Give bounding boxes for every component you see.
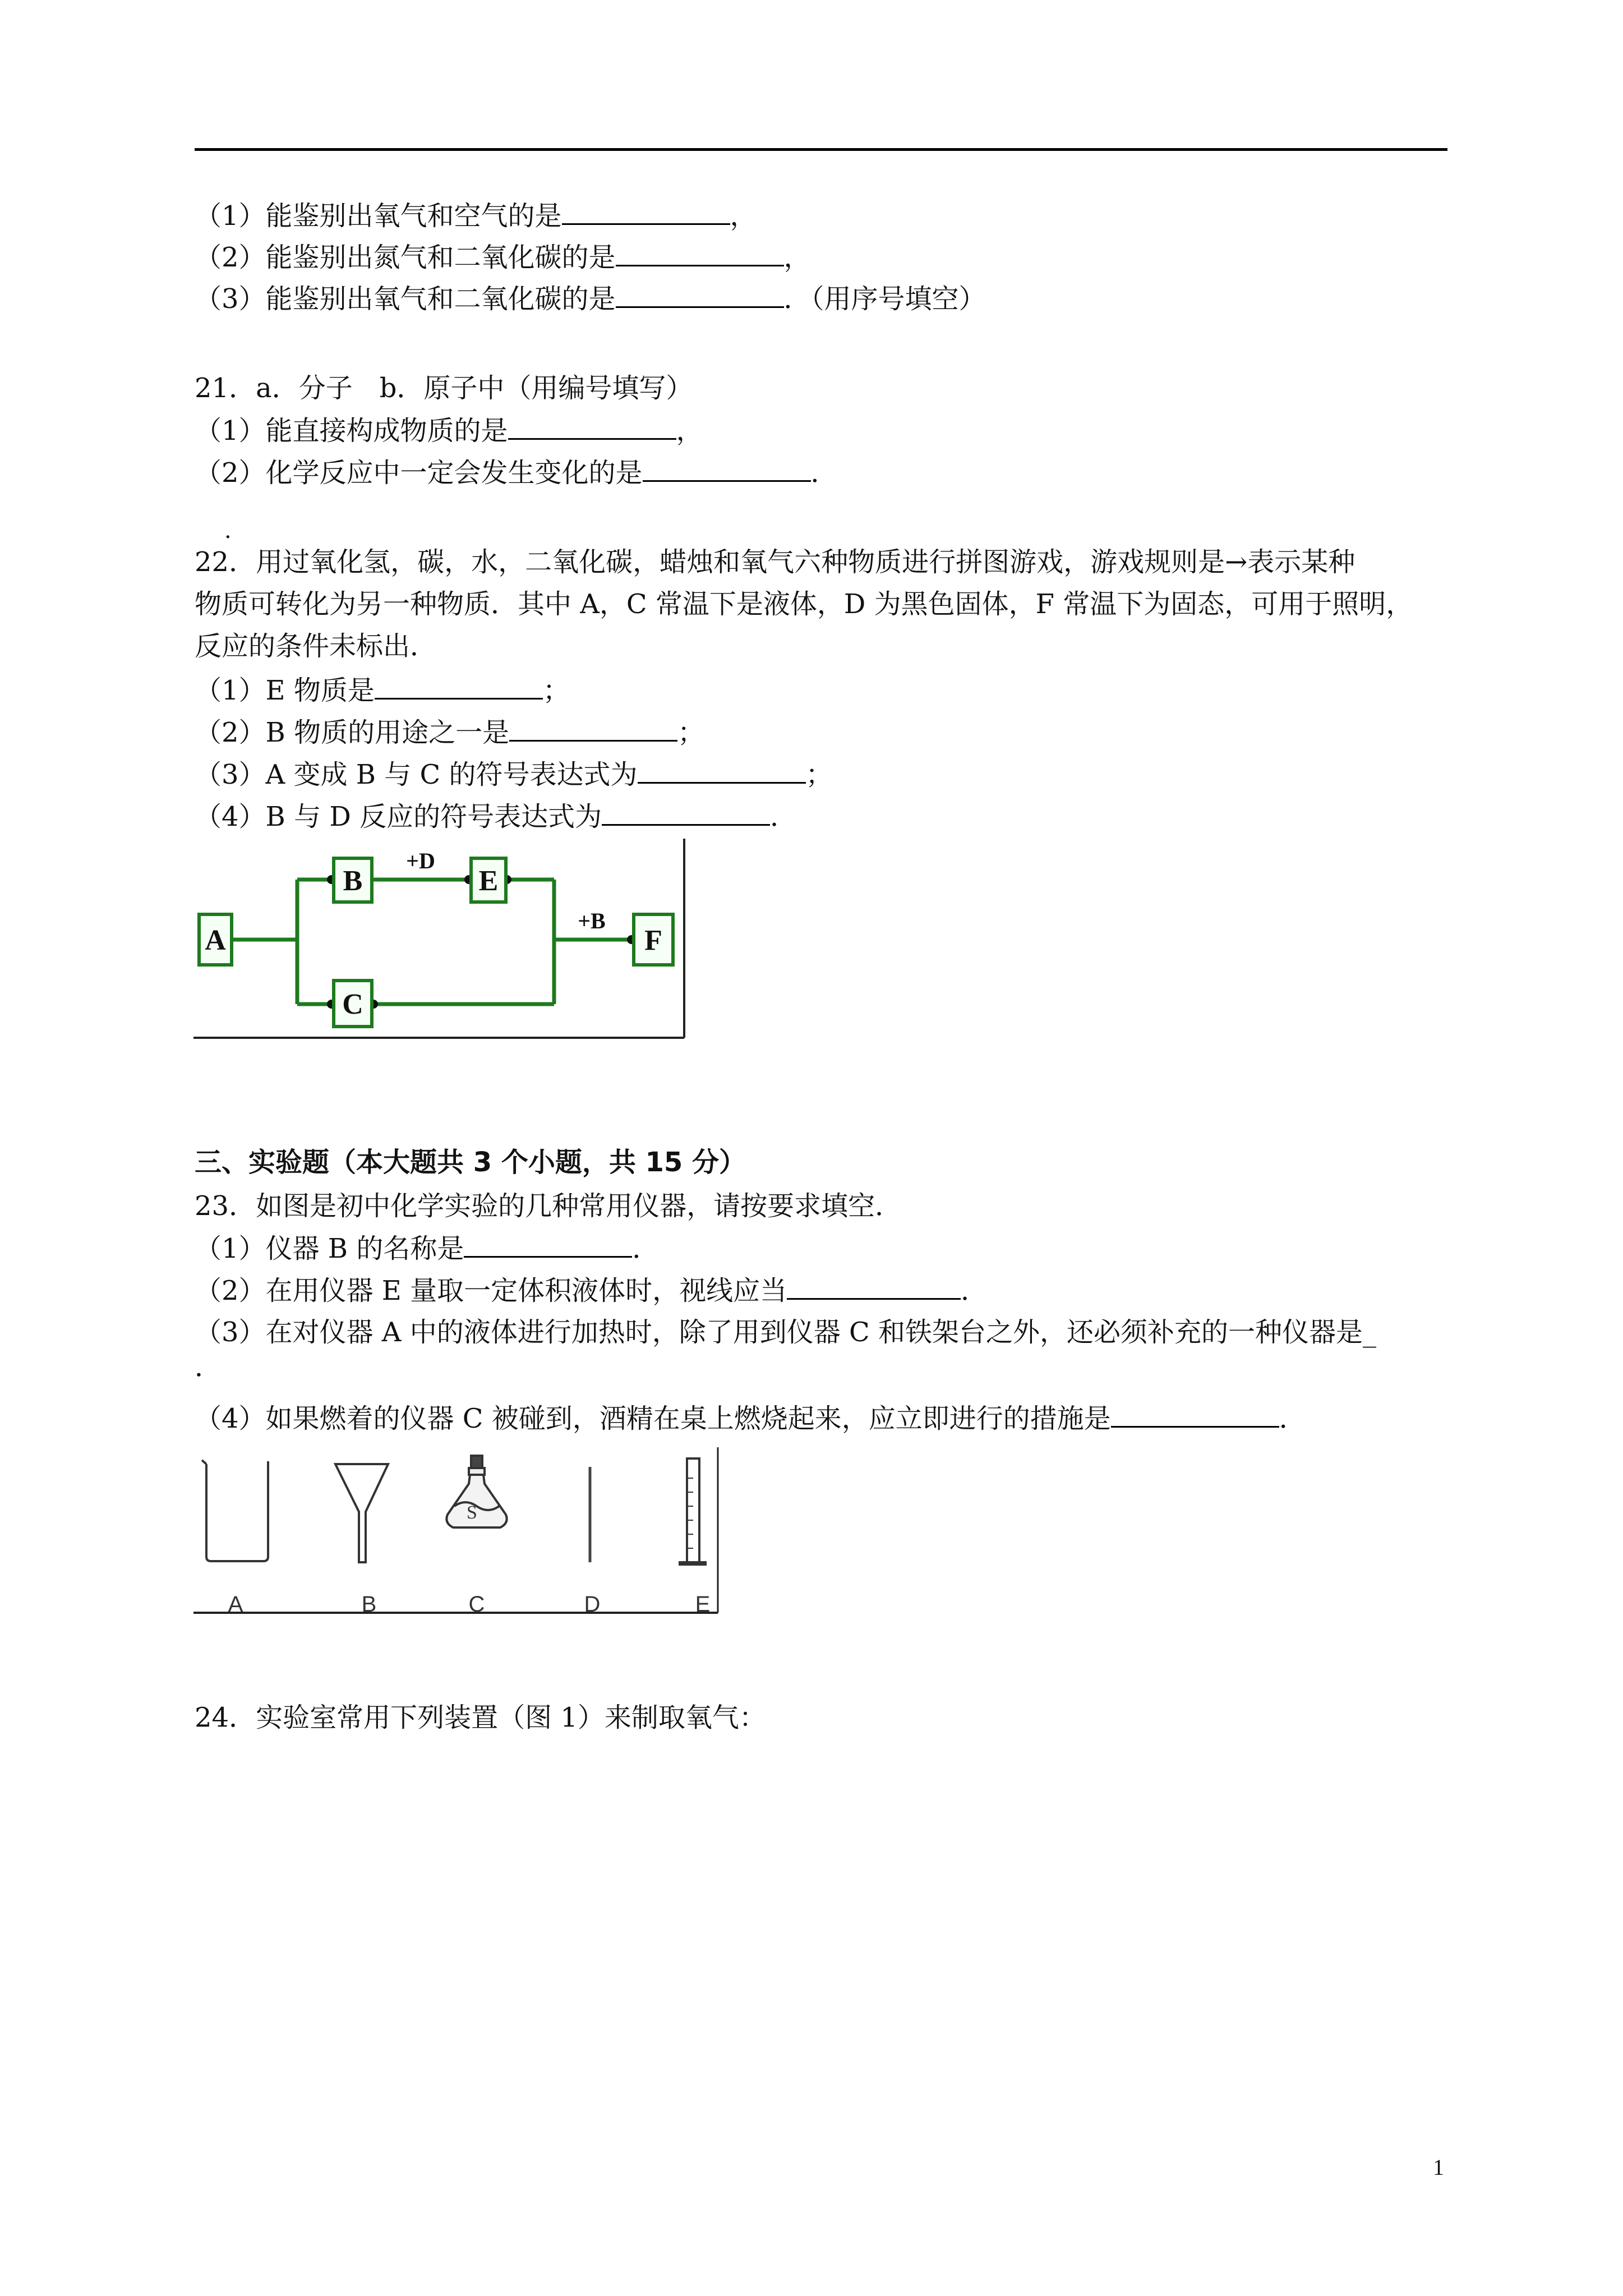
instrument-label-e: E [695, 1592, 711, 1617]
q21-part-2-end: ． [810, 457, 838, 489]
q23-part-1-text: （1）仪器 B 的名称是 [195, 1233, 464, 1264]
q23-part-1 [195, 1230, 659, 1267]
q23-part-2-text: （2）在用仪器 E 量取一定体积液体时，视线应当 [195, 1275, 787, 1306]
instrument-label-d: D [584, 1592, 601, 1617]
q23-part-2 [195, 1272, 988, 1309]
q23-part-3-cont: ． [195, 1351, 222, 1383]
edge-label-plus-b: +B [578, 908, 606, 933]
q22-part-3-end: ； [805, 759, 833, 790]
q21-part-1-text: （1）能直接构成物质的是 [195, 415, 508, 447]
q20-part-3-end: ．（用序号填空） [783, 283, 986, 315]
answer-blank[interactable] [562, 197, 730, 225]
q21-part-2 [195, 454, 838, 491]
page-number: 1 [1433, 2155, 1444, 2180]
graduated-cylinder-icon [679, 1458, 707, 1563]
q23-part-3: （3）在对仪器 A 中的液体进行加热时，除了用到仪器 C 和铁架台之外，还必须补充的一种仪器是_ [195, 1317, 1376, 1348]
q22-part-4-text: （4）B 与 D 反应的符号表达式为 [195, 801, 602, 832]
q22-part-2-end: ； [677, 717, 705, 748]
q21-part-1-end: ， [676, 415, 703, 447]
q22-part-1-text: （1）E 物质是 [195, 675, 375, 706]
q22-part-3 [195, 756, 833, 793]
q20-part-1 [195, 197, 757, 234]
answer-blank[interactable] [787, 1272, 961, 1300]
answer-blank[interactable] [602, 798, 770, 826]
q20-part-3 [195, 280, 986, 317]
q22-part-2-text: （2）B 物质的用途之一是 [195, 717, 510, 748]
stray-dot: · [224, 524, 232, 550]
answer-blank[interactable] [375, 672, 543, 700]
q24-stem: 24．实验室常用下列装置（图 1）来制取氧气： [195, 1702, 766, 1733]
q20-part-2-text: （2）能鉴别出氮气和二氧化碳的是 [195, 242, 616, 273]
q21-part-2-text: （2）化学反应中一定会发生变化的是 [195, 457, 643, 489]
node-label-f: F [644, 924, 662, 956]
answer-blank[interactable] [509, 714, 677, 742]
q20-part-1-end: ， [730, 200, 757, 232]
node-label-c: C [342, 988, 363, 1020]
q22-part-3-text: （3）A 变成 B 与 C 的符号表达式为 [195, 759, 638, 790]
answer-blank[interactable] [616, 280, 784, 308]
q23-stem: 23．如图是初中化学实验的几种常用仪器，请按要求填空． [195, 1190, 902, 1222]
q22-part-4-end: ． [770, 801, 797, 832]
answer-blank[interactable] [1111, 1400, 1279, 1428]
node-label-a: A [205, 924, 226, 956]
instrument-label-b: B [361, 1592, 377, 1617]
header-rule [195, 148, 1447, 151]
q22-flow-diagram [191, 836, 695, 1043]
answer-blank[interactable] [638, 756, 806, 784]
answer-blank[interactable] [616, 239, 784, 266]
instrument-label-c: C [468, 1592, 485, 1617]
q22-stem-line-1: 22．用过氧化氢，碳，水，二氧化碳，蜡烛和氧气六种物质进行拼图游戏，游戏规则是→表示某种 [195, 546, 1355, 578]
q23-instruments-figure [191, 1444, 723, 1624]
q20-part-2 [195, 239, 811, 275]
q21-part-1 [195, 412, 703, 449]
answer-blank[interactable] [643, 454, 811, 482]
q22-stem-line-3: 反应的条件未标出． [195, 631, 437, 662]
node-label-b: B [343, 865, 363, 897]
q22-stem-line-2: 物质可转化为另一种物质．其中 A，C 常温下是液体，D 为黑色固体，F 常温下为固态，可用于照明， [195, 588, 1413, 620]
q23-part-4-end: ． [1279, 1403, 1306, 1434]
edge-label-plus-d: +D [406, 848, 435, 873]
section-3-heading: 三、实验题（本大题共 3 个小题，共 15 分） [195, 1147, 746, 1178]
q23-part-2-end: ． [961, 1275, 988, 1306]
q23-part-4-text: （4）如果燃着的仪器 C 被碰到，酒精在桌上燃烧起来，应立即进行的措施是 [195, 1403, 1111, 1434]
q20-part-3-text: （3）能鉴别出氧气和二氧化碳的是 [195, 283, 616, 315]
q20-part-1-text: （1）能鉴别出氧气和空气的是 [195, 200, 562, 232]
svg-text:S: S [467, 1502, 477, 1523]
beaker-icon [202, 1460, 268, 1561]
answer-blank[interactable] [464, 1230, 632, 1258]
q21-stem: 21．a．分子 b．原子中（用编号填写） [195, 372, 693, 404]
node-label-e: E [478, 865, 499, 897]
q22-part-4 [195, 798, 797, 835]
q20-part-2-end: ， [783, 242, 811, 273]
q22-part-1 [195, 672, 570, 708]
answer-blank[interactable] [508, 412, 676, 440]
q23-part-1-end: ． [632, 1233, 660, 1264]
q23-part-4 [195, 1400, 1306, 1437]
q22-part-2 [195, 714, 704, 751]
alcohol-lamp-icon [446, 1456, 506, 1527]
funnel-icon [335, 1464, 388, 1562]
q22-part-1-end: ； [542, 675, 570, 706]
instrument-label-a: A [228, 1592, 243, 1617]
